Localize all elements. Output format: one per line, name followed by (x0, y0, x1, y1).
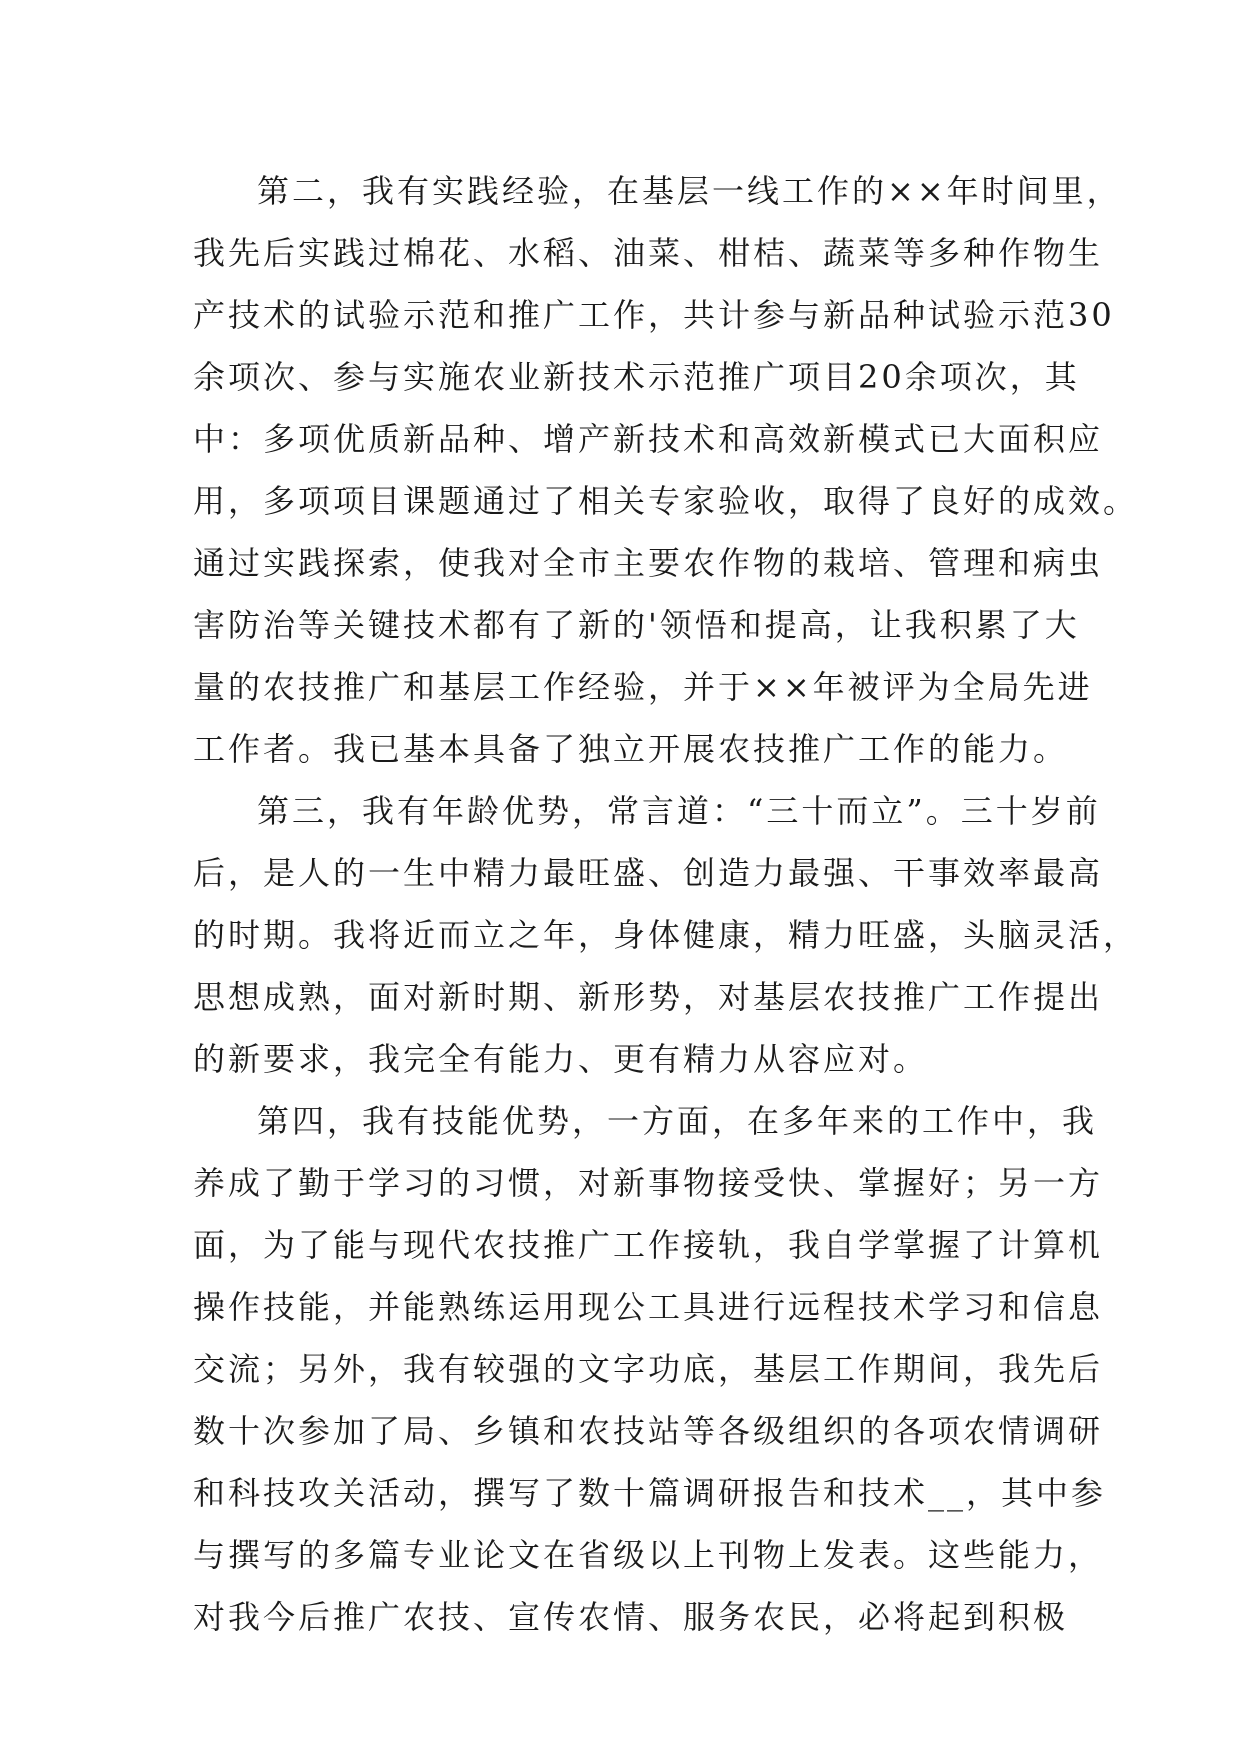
text-line: 工作者。我已基本具备了独立开展农技推广工作的能力。 (193, 730, 1069, 768)
text-line: 思想成熟，面对新时期、新形势，对基层农技推广工作提出 (193, 978, 1104, 1016)
text-line: 量的农技推广和基层工作经验，并于××年被评为全局先进 (193, 668, 1093, 706)
text-line: 第三，我有年龄优势，常言道：“三十而立”。三十岁前 (257, 792, 1101, 830)
text-line: 操作技能，并能熟练运用现公工具进行远程技术学习和信息 (193, 1288, 1104, 1326)
text-line: 第二，我有实践经验，在基层一线工作的××年时间里， (257, 172, 1122, 210)
text-line: 交流；另外，我有较强的文字功底，基层工作期间，我先后 (193, 1350, 1104, 1388)
text-line: 产技术的试验示范和推广工作，共计参与新品种试验示范30 (193, 296, 1115, 334)
text-line: 后，是人的一生中精力最旺盛、创造力最强、干事效率最高 (193, 854, 1104, 892)
text-line: 养成了勤于学习的习惯，对新事物接受快、掌握好；另一方 (193, 1164, 1104, 1202)
paragraph-age-advantage (193, 780, 1139, 1090)
text-line: 与撰写的多篇专业论文在省级以上刊物上发表。这些能力， (193, 1536, 1104, 1574)
text-line: 用，多项项目课题通过了相关专家验收，取得了良好的成效。 (193, 482, 1139, 520)
text-line: 余项次、参与实施农业新技术示范推广项目20余项次，其 (193, 358, 1080, 396)
text-line: 害防治等关键技术都有了新的'领悟和提高，让我积累了大 (193, 606, 1080, 644)
text-line: 中：多项优质新品种、增产新技术和高效新模式已大面积应 (193, 420, 1104, 458)
text-line: 数十次参加了局、乡镇和农技站等各级组织的各项农情调研 (193, 1412, 1104, 1450)
text-line: 的时期。我将近而立之年，身体健康，精力旺盛，头脑灵活， (193, 916, 1139, 954)
text-line: 和科技攻关活动，撰写了数十篇调研报告和技术__，其中参 (193, 1474, 1107, 1512)
paragraph-skill-advantage (193, 1090, 1107, 1648)
text-line: 对我今后推广农技、宣传农情、服务农民，必将起到积极 (193, 1598, 1069, 1636)
document-body (193, 160, 1139, 1648)
text-line: 第四，我有技能优势，一方面，在多年来的工作中，我 (257, 1102, 1098, 1140)
paragraph-practice-experience (193, 160, 1139, 780)
text-line: 通过实践探索，使我对全市主要农作物的栽培、管理和病虫 (193, 544, 1104, 582)
text-line: 面，为了能与现代农技推广工作接轨，我自学掌握了计算机 (193, 1226, 1104, 1264)
text-line: 我先后实践过棉花、水稻、油菜、柑桔、蔬菜等多种作物生 (193, 234, 1104, 272)
text-line: 的新要求，我完全有能力、更有精力从容应对。 (193, 1040, 929, 1078)
